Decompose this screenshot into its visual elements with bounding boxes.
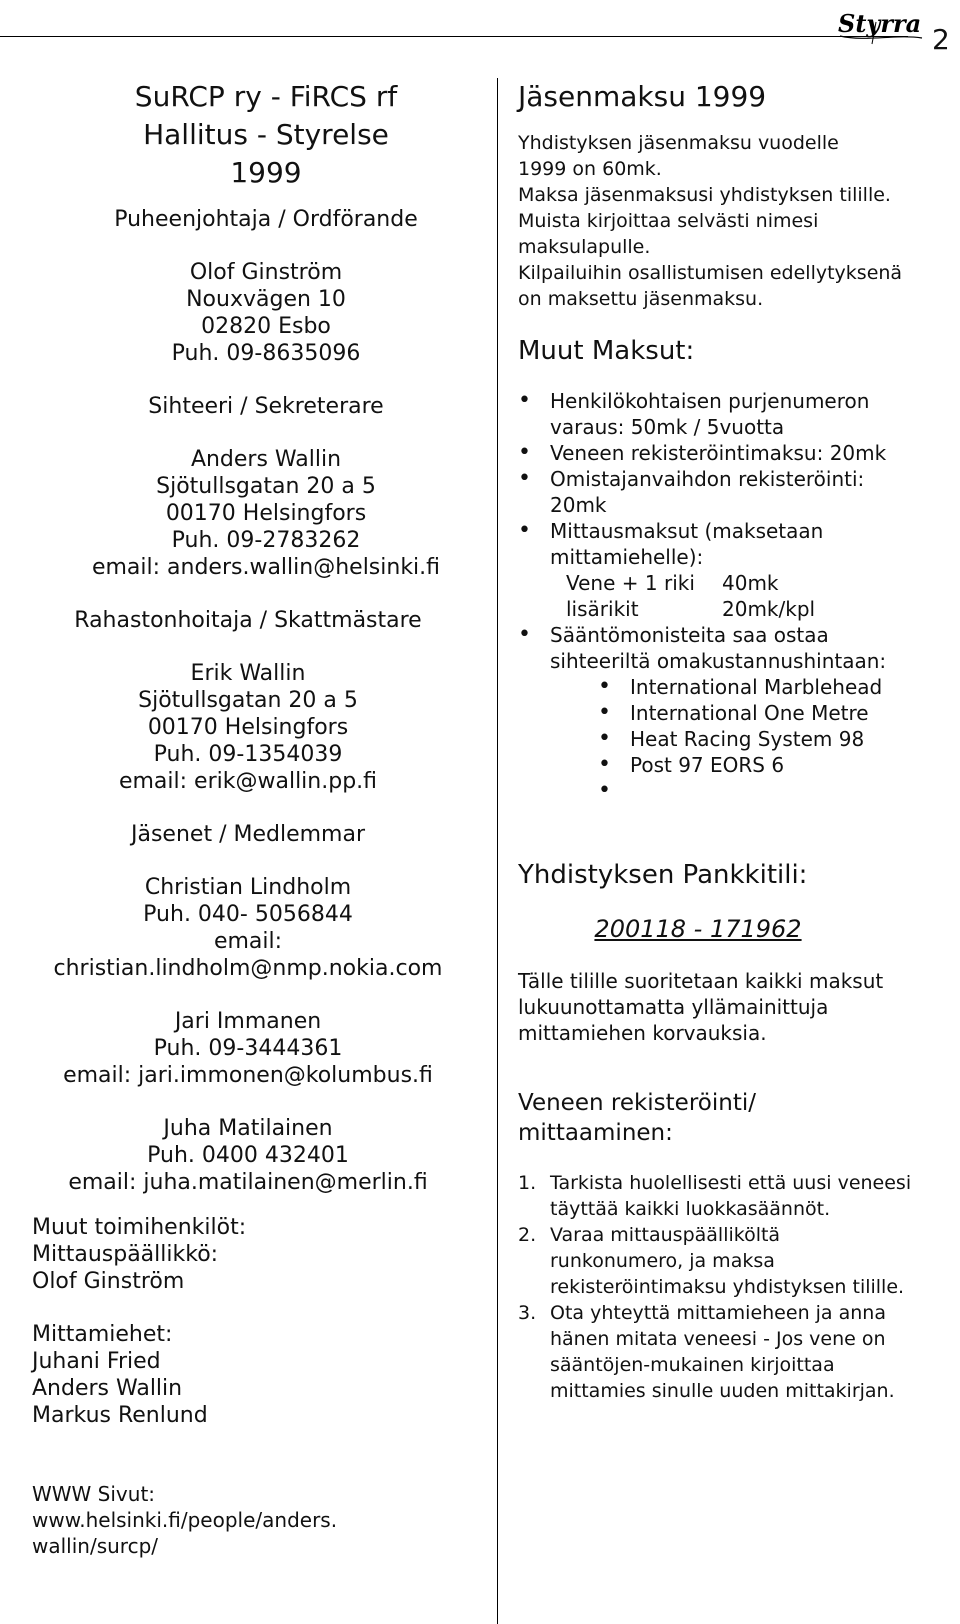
step-line: hänen mitata veneesi - Jos vene on xyxy=(550,1328,886,1350)
page-number: 2 xyxy=(932,23,950,56)
contact-line: Puh. 09-1354039 xyxy=(153,742,343,767)
contact-line: Puh. 09-8635096 xyxy=(171,341,361,366)
member-phone: Puh. 09-3444361 xyxy=(153,1036,343,1061)
measurement-fee-row xyxy=(518,596,938,622)
secretary-block xyxy=(28,393,468,581)
bank-account-text xyxy=(518,968,938,1046)
members-block xyxy=(28,821,468,1196)
www-url-line[interactable]: wallin/surcp/ xyxy=(32,1534,159,1558)
fee-row-price: 20mk/kpl xyxy=(722,597,816,621)
measurement-fee-row xyxy=(518,570,938,596)
contact-line: Anders Wallin xyxy=(190,447,342,472)
rules-item xyxy=(518,622,938,804)
officials-block xyxy=(28,1214,468,1429)
membership-fee-title: Jäsenmaksu 1999 xyxy=(518,80,767,113)
fee-item-line: mittamiehelle): xyxy=(550,545,704,569)
class-rule-item: • International Marblehead xyxy=(598,674,938,700)
rules-item-line: sihteeriltä omakustannushintaan: xyxy=(550,649,887,673)
fee-row-name: lisärikit xyxy=(566,597,639,621)
www-block xyxy=(28,1481,468,1559)
measurer-name: Markus Renlund xyxy=(32,1403,208,1428)
contact-line: Olof Ginström xyxy=(189,260,343,285)
class-rule-item: • Heat Racing System 98 xyxy=(598,726,938,752)
class-rules-list xyxy=(598,674,938,804)
title-line: SuRCP ry - FiRCS rf xyxy=(134,80,398,113)
member-entry xyxy=(28,874,468,982)
step-line: Tarkista huolellisesti että uusi veneesi xyxy=(550,1172,912,1194)
step-line: rekisteröintimaksu yhdistyksen tilille. xyxy=(550,1276,905,1298)
member-name: Christian Lindholm xyxy=(144,875,352,900)
member-phone: Puh. 040- 5056844 xyxy=(143,902,353,927)
fee-item-line: • Mittausmaksut (maksetaan xyxy=(550,519,824,543)
registration-step xyxy=(518,1170,938,1222)
fee-line: Muista kirjoittaa selvästi nimesi xyxy=(518,210,819,232)
registration-title-line: Veneen rekisteröinti/ xyxy=(518,1090,756,1116)
step-line: Varaa mittauspäälliköltä xyxy=(550,1224,781,1246)
member-email: email: jari.immonen@kolumbus.fi xyxy=(63,1063,433,1088)
registration-step xyxy=(518,1300,938,1404)
role-heading: Rahastonhoitaja / Skattmästare xyxy=(74,608,422,633)
measurers-label: Mittamiehet: xyxy=(32,1322,173,1347)
contact-line: 02820 Esbo xyxy=(201,314,331,339)
registration-title xyxy=(518,1088,938,1148)
fee-item-line: varaus: 50mk / 5vuotta xyxy=(550,415,785,439)
fee-item xyxy=(518,518,938,570)
step-number: 3. xyxy=(518,1302,537,1324)
role-heading: Jäsenet / Medlemmar xyxy=(131,822,365,847)
member-email: christian.lindholm@nmp.nokia.com xyxy=(53,956,443,981)
officials-heading: Muut toimihenkilöt: xyxy=(32,1215,247,1240)
measurer-name: Anders Wallin xyxy=(32,1376,183,1401)
email-line: email: erik@wallin.pp.fi xyxy=(118,769,378,794)
measure-chief-label: Mittauspäällikkö: xyxy=(32,1242,219,1267)
class-rule-item xyxy=(598,778,938,804)
title-line: 1999 xyxy=(230,156,302,189)
other-fees-list xyxy=(518,388,938,570)
bank-account-number: 200118 - 171962 xyxy=(594,915,802,943)
fee-line: maksulapulle. xyxy=(518,236,651,258)
rules-list xyxy=(518,622,938,804)
styrra-logo xyxy=(836,8,924,46)
member-entry xyxy=(28,1008,468,1089)
board-column xyxy=(28,78,468,1559)
rules-item-line: • Sääntömonisteita saa ostaa xyxy=(550,623,829,647)
fee-item-line: • Henkilökohtaisen purjenumeron xyxy=(550,389,870,413)
fee-line: Kilpailuihin osallistumisen edellytyksenä xyxy=(518,262,903,284)
class-rule-item: • Post 97 EORS 6 xyxy=(598,752,938,778)
member-entry xyxy=(28,1115,468,1196)
measure-chief-name: Olof Ginström xyxy=(32,1269,185,1294)
step-line: mittamies sinulle uuden mittakirjan. xyxy=(550,1380,895,1402)
fee-item-line: • Veneen rekisteröintimaksu: 20mk xyxy=(550,441,887,465)
member-email: email: juha.matilainen@merlin.fi xyxy=(68,1170,428,1195)
membership-fee-text xyxy=(518,130,938,312)
contact-line: 00170 Helsingfors xyxy=(165,501,367,526)
fee-item xyxy=(518,440,938,466)
email-line: email: anders.wallin@helsinki.fi xyxy=(91,555,441,580)
member-email-label: email: xyxy=(213,929,283,954)
contact-line: Puh. 09-2783262 xyxy=(171,528,361,553)
other-fees-title: Muut Maksut: xyxy=(518,336,695,366)
role-heading: Puheenjohtaja / Ordförande xyxy=(114,207,418,232)
bank-text-line: Tälle tilille suoritetaan kaikki maksut xyxy=(518,969,884,993)
role-heading: Sihteeri / Sekreterare xyxy=(148,394,384,419)
fee-line: Yhdistyksen jäsenmaksu vuodelle xyxy=(518,132,839,154)
bank-text-line: mittamiehen korvauksia. xyxy=(518,1021,767,1045)
fee-item-line: • Omistajanvaihdon rekisteröinti: xyxy=(550,467,865,491)
fee-row-name: Vene + 1 riki xyxy=(566,571,695,595)
registration-steps xyxy=(518,1170,938,1404)
column-divider xyxy=(497,78,498,1624)
fee-item xyxy=(518,388,938,440)
step-line: Ota yhteyttä mittamieheen ja anna xyxy=(550,1302,886,1324)
step-line: täyttää kaikki luokkasäännöt. xyxy=(550,1198,831,1220)
fee-line: Maksa jäsenmaksusi yhdistyksen tilille. xyxy=(518,184,891,206)
member-phone: Puh. 0400 432401 xyxy=(147,1143,349,1168)
board-title xyxy=(28,78,468,192)
fee-line: on maksettu jäsenmaksu. xyxy=(518,288,764,310)
member-name: Juha Matilainen xyxy=(163,1116,333,1141)
step-number: 2. xyxy=(518,1224,537,1246)
member-name: Jari Immanen xyxy=(174,1009,322,1034)
svg-text:Styrra: Styrra xyxy=(838,9,922,38)
contact-line: Sjötullsgatan 20 a 5 xyxy=(156,474,376,499)
step-line: sääntöjen-mukainen kirjoittaa xyxy=(550,1354,835,1376)
treasurer-block xyxy=(28,607,468,795)
fee-item xyxy=(518,466,938,518)
step-number: 1. xyxy=(518,1172,537,1194)
step-line: runkonumero, ja maksa xyxy=(550,1250,775,1272)
bank-text-line: lukuunottamatta yllämainittuja xyxy=(518,995,829,1019)
class-rule-item: • International One Metre xyxy=(598,700,938,726)
contact-line: Nouxvägen 10 xyxy=(186,287,346,312)
fee-row-price: 40mk xyxy=(722,571,779,595)
fee-line: 1999 on 60mk. xyxy=(518,158,662,180)
www-url-line[interactable]: www.helsinki.fi/people/anders. xyxy=(32,1508,338,1532)
contact-line: 00170 Helsingfors xyxy=(147,715,349,740)
bank-account-title: Yhdistyksen Pankkitili: xyxy=(518,860,808,890)
title-line: Hallitus - Styrelse xyxy=(143,118,389,151)
contact-line: Sjötullsgatan 20 a 5 xyxy=(138,688,358,713)
contact-line: Erik Wallin xyxy=(190,661,306,686)
registration-step xyxy=(518,1222,938,1300)
header-rule xyxy=(0,36,908,37)
chairman-block xyxy=(28,206,468,367)
www-label: WWW Sivut: xyxy=(32,1482,156,1506)
fee-item-line: 20mk xyxy=(550,493,607,517)
measurer-name: Juhani Fried xyxy=(32,1349,161,1374)
registration-title-line: mittaaminen: xyxy=(518,1120,673,1146)
fees-column xyxy=(518,78,938,1404)
